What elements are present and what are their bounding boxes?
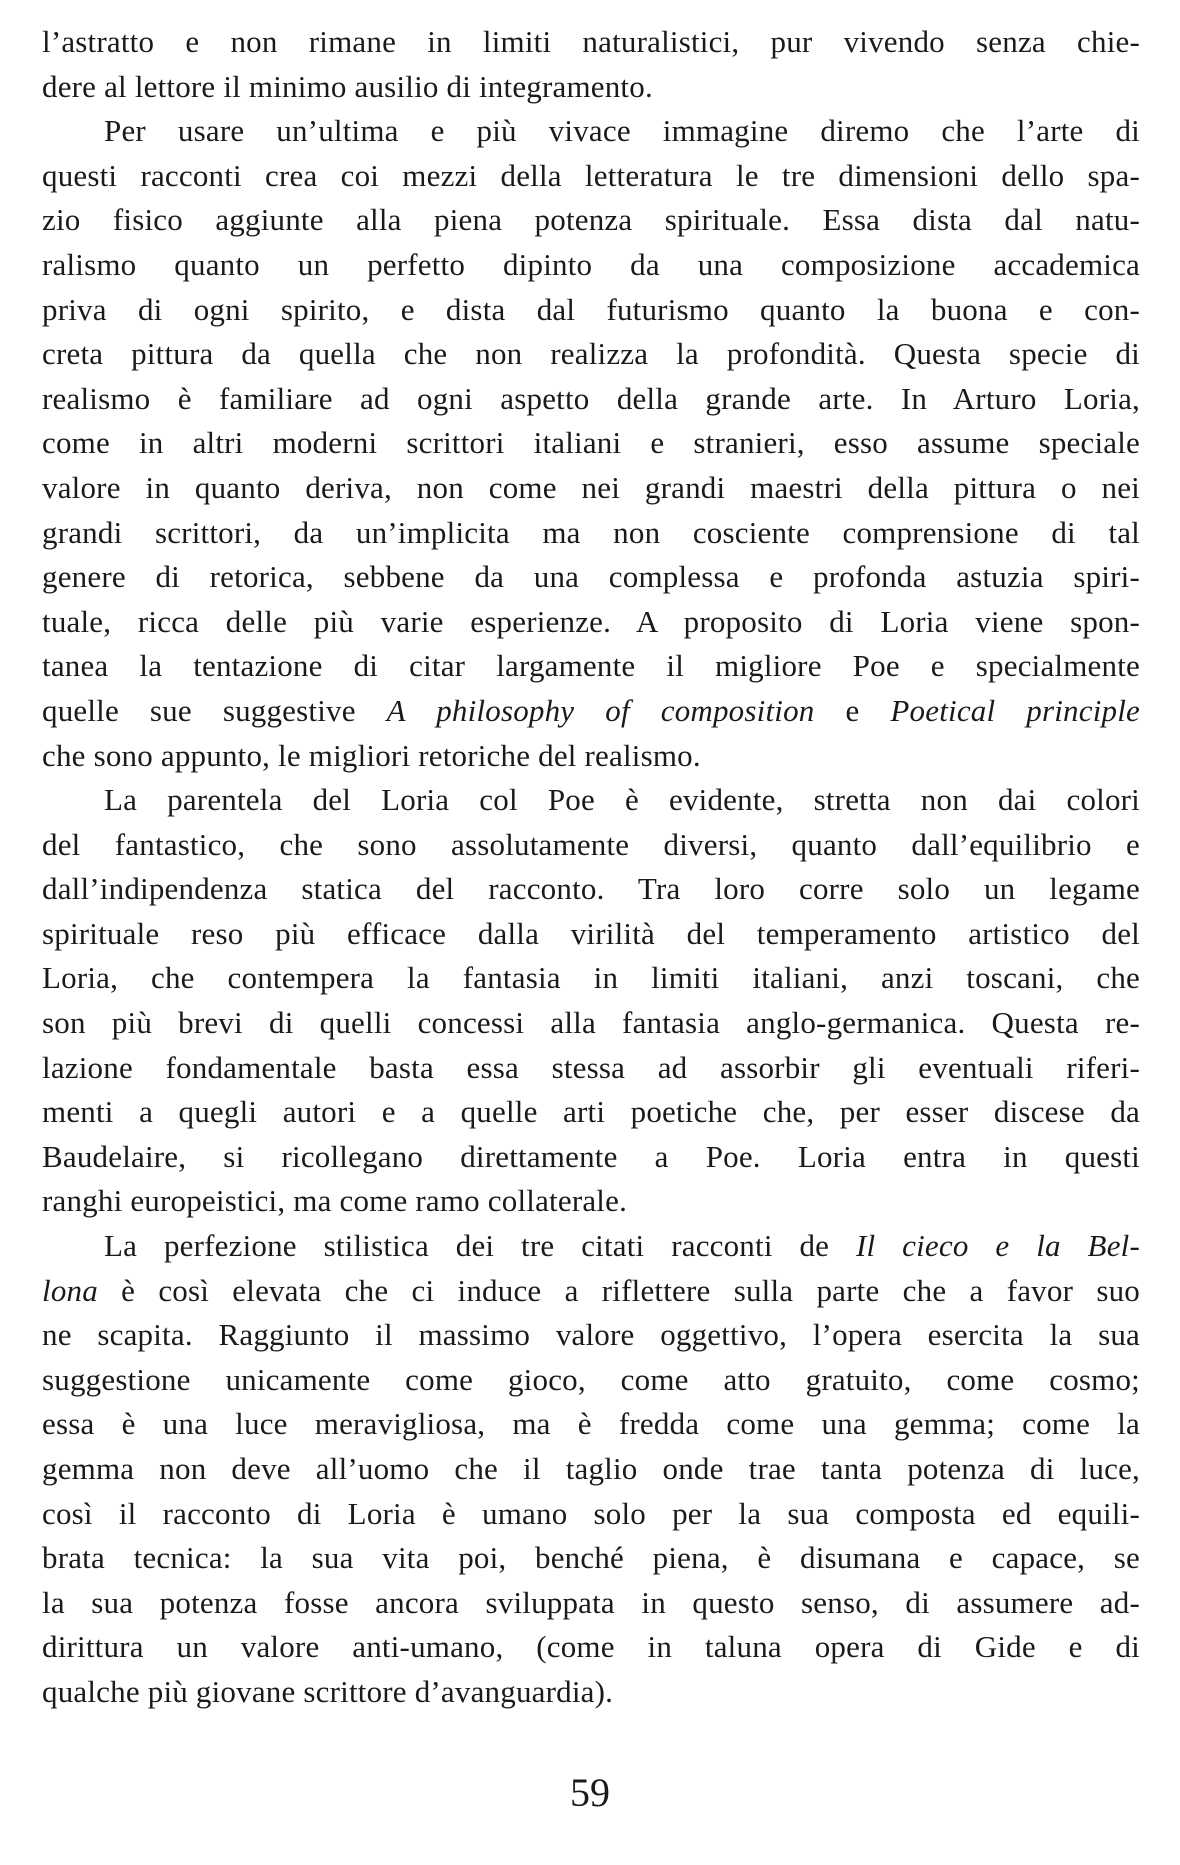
text-line: creta pittura da quella che non realizza la profondità. Questa specie di [42, 336, 1140, 372]
text-line: grandi scrittori, da un’implicita ma non cosciente comprensione di tal [42, 514, 1140, 550]
text-line: del fantastico, che sono assolutamente diversi, quanto dall’equilibrio e [42, 826, 1140, 862]
text-line: dirittura un valore anti-umano, (come in taluna opera di Gide e di [42, 1629, 1140, 1665]
paragraph-4 [42, 1224, 1140, 1715]
text-line: spirituale reso più efficace dalla virilità del temperamento artistico del [42, 915, 1140, 951]
text-line: menti a quegli autori e a quelle arti poetiche che, per esser discese da [42, 1094, 1140, 1130]
text-line: che sono appunto, le migliori retoriche del realismo. [42, 737, 701, 773]
text-line: qualche più giovane scrittore d’avanguardia). [42, 1673, 614, 1709]
text-line: gemma non deve all’uomo che il taglio onde trae tanta potenza di luce, [42, 1451, 1140, 1486]
text-line: ne scapita. Raggiunto il massimo valore oggettivo, l’opera esercita la sua [42, 1317, 1140, 1353]
text-line: genere di retorica, sebbene da una complessa e profonda astuzia spiri- [42, 559, 1140, 595]
text-line: ranghi europeistici, ma come ramo collaterale. [42, 1183, 628, 1219]
text-line: realismo è familiare ad ogni aspetto della grande arte. In Arturo Loria, [42, 380, 1140, 416]
text-line: come in altri moderni scrittori italiani e stranieri, esso assume speciale [42, 425, 1140, 461]
text-line: essa è una luce meravigliosa, ma è fredda come una gemma; come la [42, 1406, 1140, 1442]
text-line: brata tecnica: la sua vita poi, benché piena, è disumana e capace, se [42, 1540, 1140, 1576]
page-number: 59 [570, 1770, 610, 1815]
text-line: così il racconto di Loria è umano solo per la sua composta ed equili- [42, 1495, 1140, 1531]
text-line: la sua potenza fosse ancora sviluppata in questo senso, di assumere ad- [42, 1584, 1140, 1620]
text-line-with-title: La perfezione stilistica dei tre citati racconti de Il cieco e la Bel- [104, 1228, 1140, 1264]
text-line: tuale, ricca delle più varie esperienze. A proposito di Loria viene spon- [42, 603, 1140, 639]
paragraph-1 [42, 20, 1140, 109]
text-line: ralismo quanto un perfetto dipinto da una composizione accademica [42, 246, 1140, 282]
text-line: lazione fondamentale basta essa stessa ad assorbir gli eventuali riferi- [42, 1049, 1140, 1085]
paragraph-2 [42, 109, 1140, 778]
text-line: dere al lettore il minimo ausilio di integramento. [42, 68, 653, 104]
paragraph-3 [42, 778, 1140, 1224]
text-line-with-titles: quelle sue suggestive A philosophy of composition e Poetical principle [42, 692, 1140, 728]
text-line: Loria, che contempera la fantasia in limiti italiani, anzi toscani, che [42, 960, 1140, 996]
text-line-with-title: lona è così elevata che ci induce a riflettere sulla parte che a favor suo [42, 1272, 1140, 1308]
text-line: Per usare un’ultima e più vivace immagine diremo che l’arte di [104, 113, 1140, 149]
text-line: zio fisico aggiunte alla piena potenza spirituale. Essa dista dal natu- [42, 202, 1140, 238]
text-line: valore in quanto deriva, non come nei grandi maestri della pittura o nei [42, 469, 1140, 505]
text-line: La parentela del Loria col Poe è evidente, stretta non dai colori [104, 782, 1140, 818]
text-line: questi racconti crea coi mezzi della letteratura le tre dimensioni dello spa- [42, 157, 1140, 193]
text-line: priva di ogni spirito, e dista dal futurismo quanto la buona e con- [42, 291, 1140, 327]
text-line: tanea la tentazione di citar largamente il migliore Poe e specialmente [42, 648, 1140, 684]
text-line: Baudelaire, si ricollegano direttamente a Poe. Loria entra in questi [42, 1138, 1140, 1174]
text-line: suggestione unicamente come gioco, come atto gratuito, come cosmo; [42, 1361, 1140, 1397]
text-line: l’astratto e non rimane in limiti naturalistici, pur vivendo senza chie- [42, 24, 1140, 59]
page-body [42, 20, 1140, 1715]
text-line: dall’indipendenza statica del racconto. Tra loro corre solo un legame [42, 871, 1140, 907]
text-line: son più brevi di quelli concessi alla fantasia anglo-germanica. Questa re- [42, 1005, 1140, 1041]
